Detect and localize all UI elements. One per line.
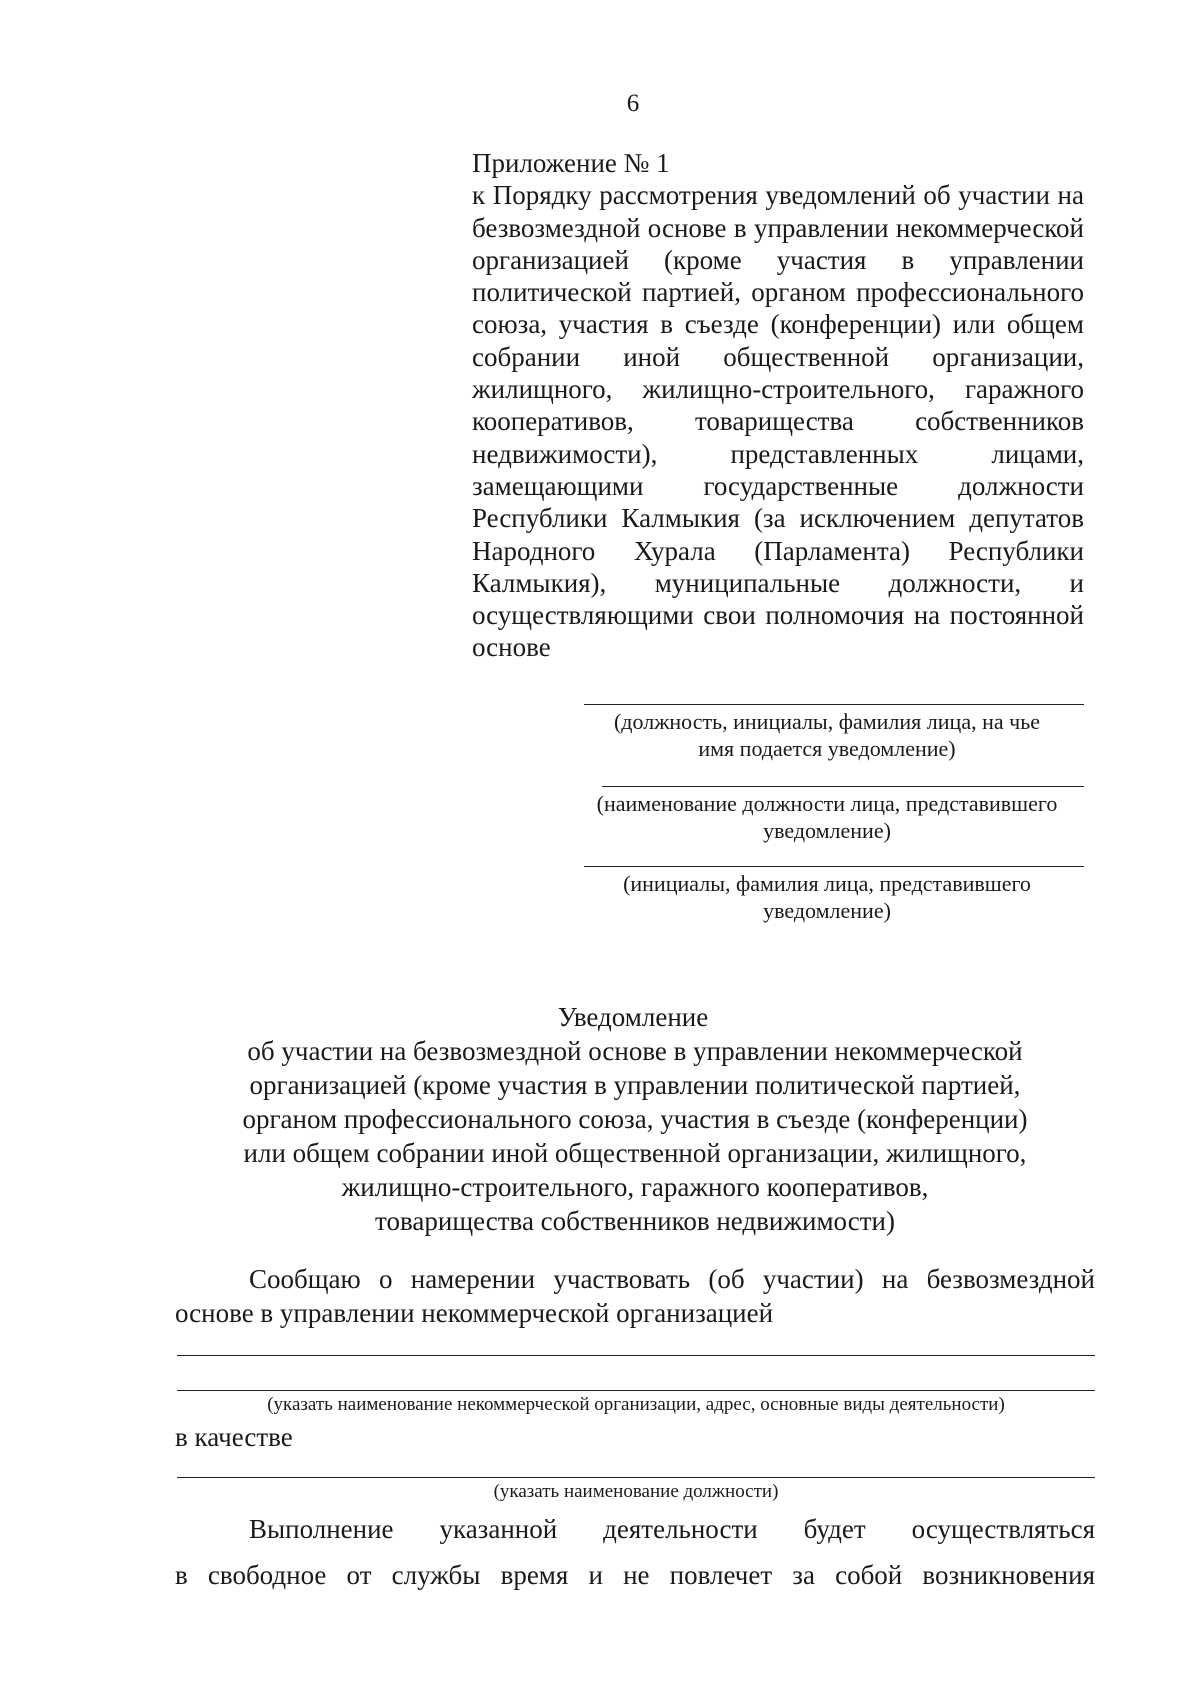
as-label: в качестве [175,1422,293,1452]
sender-position-caption: (наименование должности лица, представившего уведомление) [596,791,1058,843]
notice-paragraph-2: Выполнение указанной деятельности будет осуществляться в свободное от службы время и не повлечет за собой возникновения [175,1514,1095,1590]
notice-paragraph-1: Сообщаю о намерении участвовать (об участии) на безвозмездной основе в управлении некоммерческой организацией [175,1264,1095,1328]
sender-name-line[interactable] [584,866,1084,867]
addressee-line[interactable] [584,704,1084,705]
position-caption: (указать наименование должности) [493,1481,779,1502]
sender-position-line[interactable] [602,786,1084,787]
addressee-field [570,704,1084,762]
position-line[interactable] [177,1477,1095,1478]
appendix-body: к Порядку рассмотрения уведомлений об участии на безвозмездной основе в управлении некоммерческой организацией (кроме участия в управлении политической партией, органом профессионального союза, участия в съезде (конференции) или общем собрании иной общественной организации, жилищного, жилищно-строительного, гаражного кооперативов, товарищества собственников недвижимости), представленных лицами, замещающими государственные должности Республики Калмыкия (за исключением депутатов Народного Хурала (Парламента) Республики Калмыкия), муниципальные должности, и осуществляющими свои полномочия на постоянной основе [472,180,1084,663]
appendix-header [472,147,1084,664]
sender-position-field [570,786,1084,844]
page-number: 6 [626,90,640,117]
org-line-1[interactable] [177,1355,1095,1356]
appendix-title: Приложение № 1 [472,148,670,178]
org-caption: (указать наименование некоммерческой организации, адрес, основные виды деятельности) [267,1394,1005,1415]
notice-subtitle: об участии на безвозмездной основе в управлении некоммерческой организацией (кроме участия в управлении политической партией, органом профессионального союза, участия в съезде (конференции) или общем собрании иной общественной организации, жилищного, жилищно-строительного, гаражного кооперативов, товарищества собственников недвижимости) [242,1036,1028,1236]
sender-name-field [570,866,1084,924]
org-line-2[interactable] [177,1390,1095,1391]
sender-name-caption: (инициалы, фамилия лица, представившего уведомление) [623,871,1031,923]
addressee-fields [570,704,1084,938]
addressee-caption: (должность, инициалы, фамилия лица, на чье имя подается уведомление) [613,709,1040,761]
notice-title: Уведомление [557,1002,709,1032]
